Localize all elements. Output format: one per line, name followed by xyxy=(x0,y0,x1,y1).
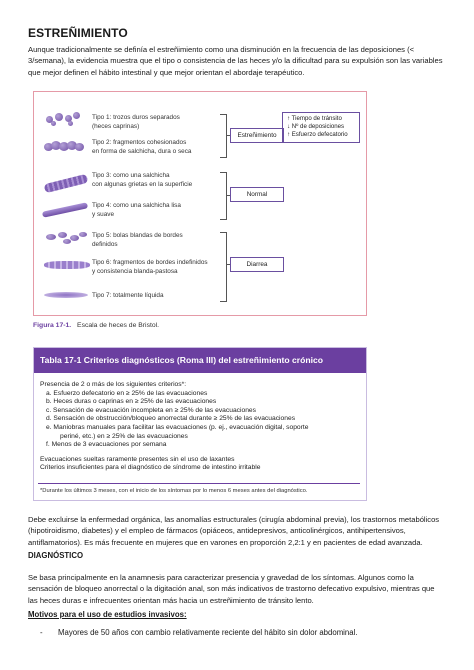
type-1-line2: (heces caprinas) xyxy=(92,122,140,130)
stool-type-4-image xyxy=(42,205,88,215)
type-3-line1: Tipo 3: como una salchicha xyxy=(92,172,170,179)
type-2-line1: Tipo 2: fragmentos cohesionados xyxy=(92,139,187,146)
stool-type-3-text xyxy=(92,172,192,189)
invasive-studies-heading: Motivos para el uso de estudios invasivos: xyxy=(28,610,187,619)
bullet-item: Mayores de 50 años con cambio relativamente reciente del hábito sin dolor abdominal. xyxy=(58,628,358,637)
stool-type-1-text xyxy=(92,114,180,131)
stool-type-7-image xyxy=(44,291,90,299)
stool-type-7-text xyxy=(92,292,164,301)
stool-type-6-text xyxy=(92,259,208,276)
criterion-e-continued: periné, etc.) en ≥ 25% de las evacuaciones xyxy=(60,432,188,440)
sign-bowel-movements: ↓ Nº de deposiciones xyxy=(287,123,345,131)
page-title: ESTREÑIMIENTO xyxy=(28,26,128,40)
type-6-line2: y consistencia blanda-pastosa xyxy=(92,267,178,275)
bracket-normal xyxy=(220,172,227,220)
diagnosis-heading: DIAGNÓSTICO xyxy=(28,551,84,560)
intro-paragraph: Aunque tradicionalmente se definía el estreñimiento como una disminución en la frecuencia de las deposiciones (< 3/semana), la evidencia muestra que el tipo o consistencia de las heces y/o la dificultad para su expulsión son las variables que mejor definen el hábito intestinal y que mejor orientan el abordaje terapéutico. xyxy=(28,45,443,77)
table-intro: Presencia de 2 o más de los siguientes criterios*: xyxy=(40,381,187,388)
exclusion-paragraph: Debe excluirse la enfermedad orgánica, las anomalías estructurales (cirugía abdominal previa), los trastornos metabólicos (hipotiroidismo, diabetes) y el empleo de fármacos (opiáceos, antidepresivos, anticolinérgicos, antihipertensivos, antiflamatorios). Es más frecuente en mujeres que en varones en proporción 2,2:1 y en pacientes de edad avanzada. xyxy=(28,515,440,547)
type-3-line2: con algunas grietas en la superficie xyxy=(92,180,193,188)
table-extra-1: Evacuaciones sueltas raramente presentes sin el uso de laxantes xyxy=(40,455,235,463)
figure-caption-text: Escala de heces de Bristol. xyxy=(77,322,160,329)
sign-transit-time: ↑ Tiempo de tránsito xyxy=(287,115,342,122)
type-5-line2: definidos xyxy=(92,240,118,248)
table-body xyxy=(40,381,340,473)
sign-straining: ↑ Esfuerzo defecatorio xyxy=(287,131,348,139)
bristol-scale-figure xyxy=(33,91,367,316)
criterion-e: e. Maniobras manuales para facilitar las evacuaciones (p. ej., evacuación digital, soporte xyxy=(46,423,309,431)
criterion-a: a. Esfuerzo defecatorio en ≥ 25% de las evacuaciones xyxy=(46,389,208,397)
stool-type-6-image xyxy=(44,260,90,270)
constipation-signs-box xyxy=(282,112,360,143)
type-7-line1: Tipo 7: totalmente líquida xyxy=(92,292,164,299)
type-2-line2: en forma de salchicha, dura o seca xyxy=(92,147,192,155)
stool-type-5-image xyxy=(46,232,88,244)
criterion-d: d. Sensación de obstrucción/bloqueo anorrectal durante ≥ 25% de las evacuaciones xyxy=(46,415,296,423)
table-divider xyxy=(38,483,360,484)
table-extra-2: Criterios insuficientes para el diagnóstico de síndrome de intestino irritable xyxy=(40,464,261,472)
stool-type-5-text xyxy=(92,232,183,249)
criterion-c: c. Sensación de evacuación incompleta en ≥ 25% de las evacuaciones xyxy=(46,406,256,414)
stool-type-2-image xyxy=(44,140,86,152)
type-6-line1: Tipo 6: fragmentos de bordes indefinidos xyxy=(92,259,208,266)
rome-criteria-table xyxy=(33,347,367,501)
category-normal: Normal xyxy=(230,187,284,202)
type-4-line1: Tipo 4: como una salchicha lisa xyxy=(92,202,181,209)
table-footnote: *Durante los últimos 3 meses, con el inicio de los síntomas por lo menos 6 meses antes del diagnóstico. xyxy=(40,488,308,494)
diagnosis-paragraph: Se basa principalmente en la anamnesis para caracterizar presencia y gravedad de los síntomas. Algunos como la sensación de bloqueo anorrectal o la digitación anal, son más indicativos de trastorno defecativo expulsivo, mientras que las heces duras e infrecuentes orientan más hacia un estreñimiento de tránsito lento. xyxy=(28,573,435,605)
category-constipation: Estreñimiento xyxy=(230,128,284,143)
stool-type-3-image xyxy=(44,177,88,189)
stool-type-1-image xyxy=(46,112,80,126)
figure-caption xyxy=(33,322,159,329)
criterion-b: b. Heces duras o caprinas en ≥ 25% de las evacuaciones xyxy=(46,398,217,406)
type-4-line2: y suave xyxy=(92,210,115,218)
figure-caption-label: Figura 17-1. xyxy=(33,322,72,329)
type-5-line1: Tipo 5: bolas blandas de bordes xyxy=(92,232,183,239)
table-title: Tabla 17-1 Criterios diagnósticos (Roma III) del estreñimiento crónico xyxy=(34,348,366,373)
bracket-diarrhea xyxy=(220,232,227,302)
stool-type-4-text xyxy=(92,202,181,219)
category-diarrhea: Diarrea xyxy=(230,257,284,272)
stool-type-2-text xyxy=(92,139,191,156)
bullet-dash: - xyxy=(40,628,43,637)
bracket-constipation xyxy=(220,114,227,158)
criterion-f: f. Menos de 3 evacuaciones por semana xyxy=(46,441,167,449)
type-1-line1: Tipo 1: trozos duros separados xyxy=(92,114,180,121)
